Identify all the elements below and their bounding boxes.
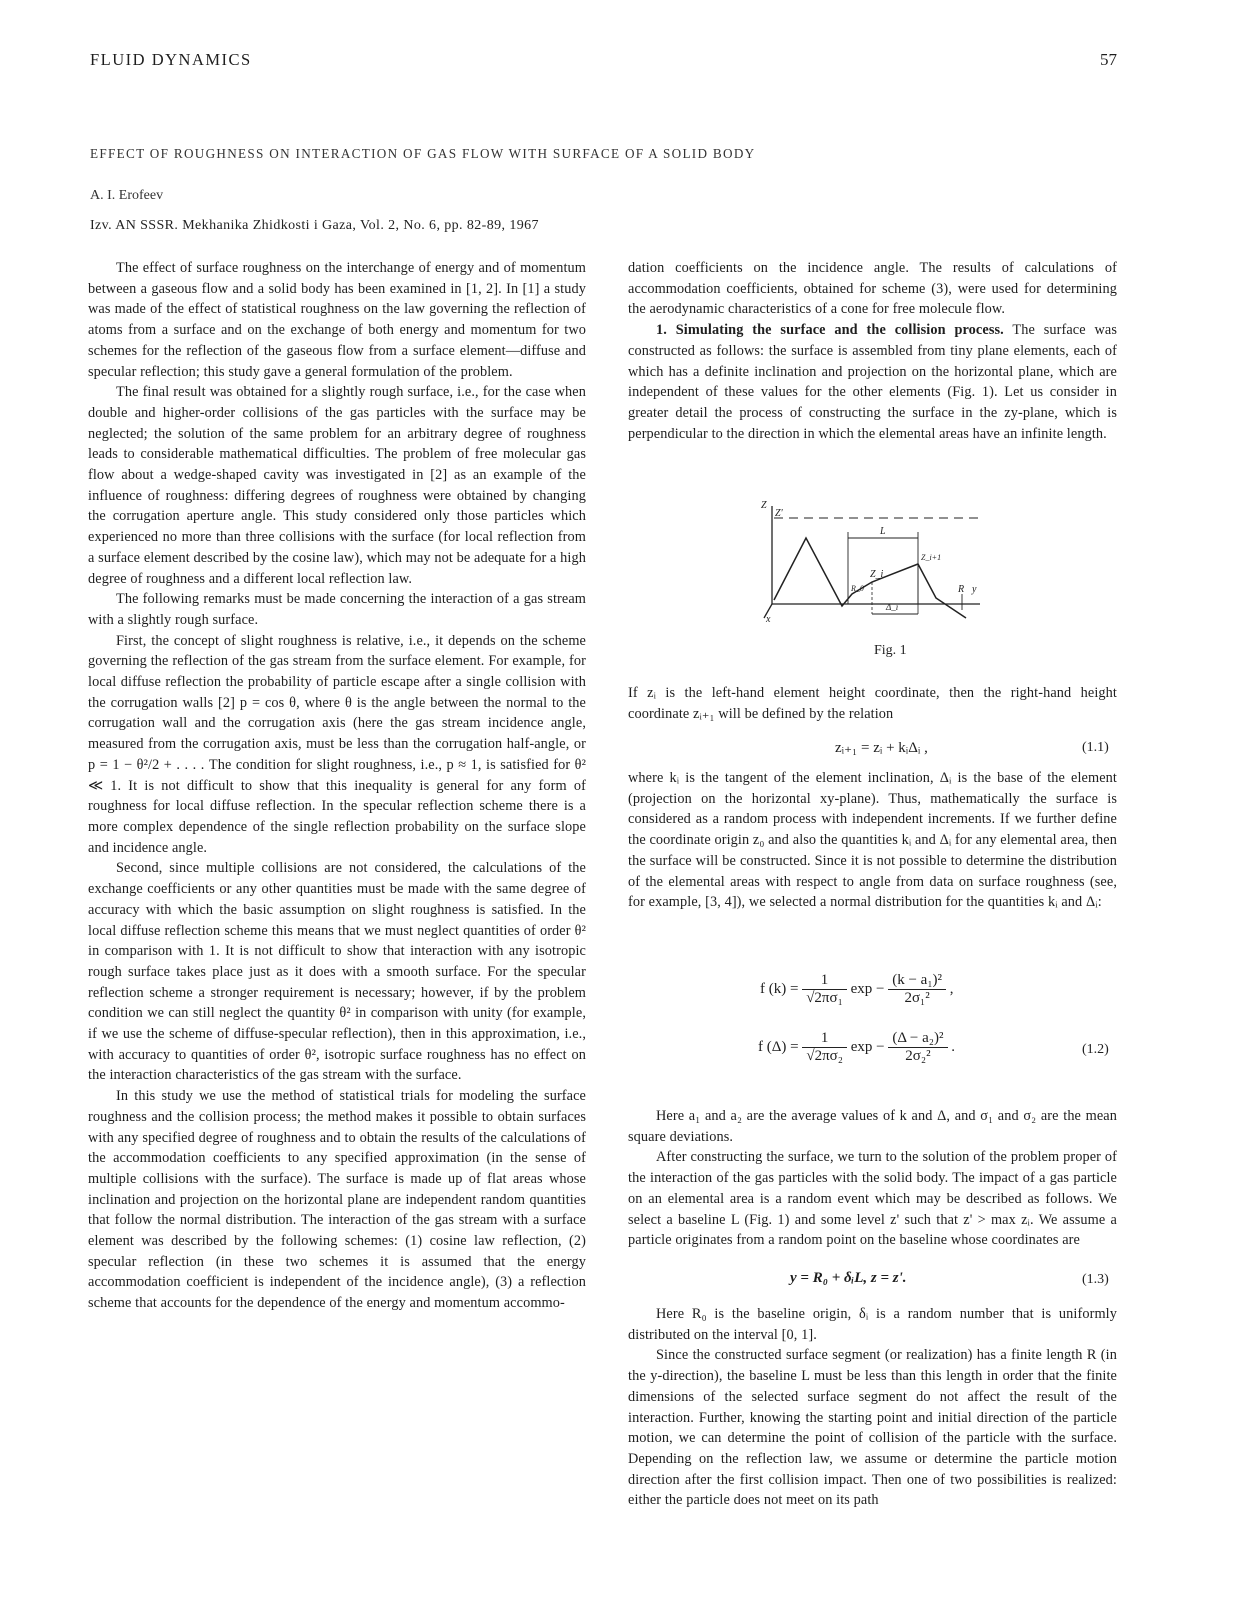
paragraph: Here R₀ is the baseline origin, δᵢ is a random number that is uniformly distributed on the interval [0, 1]. bbox=[628, 1306, 1117, 1343]
fig-label-L: L bbox=[880, 526, 886, 537]
fig-label-z: Z bbox=[761, 500, 767, 511]
fig-label-y: y bbox=[972, 584, 977, 595]
equation-1-2a bbox=[760, 972, 954, 1007]
section-heading: 1. Simulating the surface and the collision process. bbox=[656, 322, 1004, 339]
right-column-middle-2 bbox=[628, 768, 1117, 913]
paragraph: The effect of surface roughness on the interchange of energy and of momentum between a gaseous flow and a solid body has been examined in [1, 2]. In [1] a study was made of the effect of statistical roughness on the law governing the reflection of atoms from a surface and on the exchange of both energy and momentum for two schemes for the reflection of the gaseous flow from a surface element—diffuse and specular reflection; this study gave a general formulation of the problem. bbox=[88, 260, 586, 380]
eq-fraction bbox=[802, 972, 847, 1007]
page-number: 57 bbox=[1100, 50, 1117, 69]
paragraph: After constructing the surface, we turn to the solution of the problem proper of the interaction of the gas particles with the solid body. The impact of a gas particle on an elemental area is a random event which may be described as follows. We select a baseline L (Fig. 1) and some level z' such that z' > max zᵢ. We assume a particle originates from a random point on the baseline whose coordinates are bbox=[628, 1149, 1117, 1249]
eq-fraction bbox=[802, 1030, 847, 1065]
fig-label-R: R bbox=[958, 584, 965, 595]
eq-exp: exp − bbox=[850, 980, 885, 997]
paragraph: Second, since multiple collisions are not considered, the calculations of the exchange coefficients or any other quantities must be made with the same degree of accuracy with which the basic assumption on slight roughness is satisfied. In the local diffuse reflection scheme this means that we must neglect quantities of order θ² in comparison with 1. It is not difficult to show that interaction with any isotropic rough surface takes place just as it does with a smooth surface. For the specular reflection scheme a stronger requirement is necessary; however, if by the problem condition we can still neglect the quantity θ² in comparison with unity (for example, if we use the scheme of diffuse-specular reflection), then in this approximation, i.e., with accuracy to quantities of order θ², isotropic surface roughness has no effect on the interaction characteristics of the gas stream with the surface. bbox=[88, 860, 586, 1084]
right-column-middle bbox=[628, 683, 1117, 724]
equation-number: (1.1) bbox=[1082, 740, 1109, 755]
fig-label-z-prime: Z' bbox=[775, 508, 783, 519]
eq-punct: , bbox=[949, 980, 954, 997]
eq-fraction bbox=[888, 972, 946, 1007]
paragraph: First, the concept of slight roughness is relative, i.e., it depends on the scheme governing the reflection of the gas stream from the surface element. For example, for local diffuse reflection the probability of particle escape after a single collision with the corrugation walls [2] p = cos θ, where θ is the angle between the normal to the corrugation wall and the corrugation axis (here the gas stream incidence angle, measured from the corrugation axis, must be less than the corrugation half-angle, or p = 1 − θ²/2 + . . . . The condition for slight roughness, i.e., p ≈ 1, is satisfied for θ² ≪ 1. It is not difficult to show that this inequality is general for any form of roughness for local diffuse reflection. In the specular reflection scheme there is a more complex dependence of the single reflection probability on the surface slope and incidence angle. bbox=[88, 632, 586, 856]
article-title: EFFECT OF ROUGHNESS ON INTERACTION OF GAS FLOW WITH SURFACE OF A SOLID BODY bbox=[90, 146, 756, 161]
eq-exp: exp − bbox=[850, 1038, 885, 1055]
equation-1-3: y = R₀ + δᵢL, z = z'. bbox=[790, 1270, 907, 1286]
paragraph: If zᵢ is the left-hand element height coordinate, then the right-hand height coordinate zᵢ₊₁ will be defined by the relation bbox=[628, 685, 1117, 722]
eq-numerator: (Δ − a₂)² bbox=[888, 1030, 947, 1048]
paragraph: The following remarks must be made concerning the interaction of a gas stream with a slightly rough surface. bbox=[88, 591, 586, 628]
equation-1-2b bbox=[758, 1030, 955, 1065]
article-citation: Izv. AN SSSR. Mekhanika Zhidkosti i Gaza, Vol. 2, No. 6, pp. 82-89, 1967 bbox=[90, 218, 539, 233]
paragraph: where kᵢ is the tangent of the element inclination, Δᵢ is the base of the element (projection on the horizontal xy-plane). Thus, mathematically the surface is considered as a random process with independent increments. If we further define the coordinate origin z₀ and also the quantities kᵢ and Δᵢ for any elemental area, then the surface will be constructed. Since it is not possible to determine the distribution of the elemental areas with respect to angle from data on surface roughness (see, for example, [3, 4]), we selected a normal distribution for the quantities kᵢ and Δᵢ: bbox=[628, 770, 1117, 911]
eq-fraction bbox=[888, 1030, 947, 1065]
eq-numerator: 1 bbox=[802, 1030, 847, 1048]
fig-label-zi1: Z_i+1 bbox=[921, 553, 942, 562]
paragraph: dation coefficients on the incidence angle. The results of calculations of accommodation coefficients, obtained for scheme (3), were used for determining the aerodynamic characteristics of a cone for free molecule flow. bbox=[628, 260, 1117, 318]
paragraph: Here a₁ and a₂ are the average values of k and Δ, and σ₁ and σ₂ are the mean square deviations. bbox=[628, 1108, 1117, 1145]
equation-number: (1.2) bbox=[1082, 1042, 1109, 1057]
eq-denominator: 2σ₁² bbox=[904, 990, 930, 1006]
paragraph: Since the constructed surface segment (or realization) has a finite length R (in the y-direction), the baseline L must be less than this length in order that the finite dimensions of the selected surface segment do not affect the result of the interaction. Further, knowing the starting point and initial direction of the particle motion, we can determine the point of collision of the particle with the surface. Depending on the reflection law, we assume or determine the particle motion direction after the first collision impact. Then one of two possibilities is realized: either the particle does not meet on its path bbox=[628, 1347, 1117, 1509]
fig-label-delta: Δ_i bbox=[886, 602, 899, 612]
equation-number: (1.3) bbox=[1082, 1272, 1109, 1287]
right-column-top bbox=[628, 258, 1117, 444]
left-column bbox=[88, 258, 586, 1314]
figure-1 bbox=[748, 494, 998, 628]
paragraph-text: The surface was constructed as follows: the surface is assembled from tiny plane elements, each of which has a definite inclination and projection on the horizontal plane, which are independent of these values for the other elements (Fig. 1). Let us consider in greater detail the process of constructing the surface in the zy-plane, which is perpendicular to the direction in which the elemental areas have an infinite length. bbox=[628, 322, 1118, 442]
paragraph: The final result was obtained for a slightly rough surface, i.e., for the case when double and higher-order collisions of the gas particles with the surface may be neglected; the solution of the same problem for an arbitrary degree of roughness leads to considerable mathematical difficulties. The problem of free molecular gas flow about a wedge-shaped cavity was investigated in [2] as an example of the influence of roughness: differing degrees of roughness were obtained by changing the corrugation aperture angle. This study considered only those particles which experienced no more than three collisions with the surface (for local reflection from a surface element described by the cosine law), which may not be adequate for a high degree of roughness and a different local reflection law. bbox=[88, 384, 586, 587]
fig-label-R0: R_0 bbox=[851, 584, 864, 593]
eq-lhs: f (Δ) = bbox=[758, 1038, 799, 1055]
paragraph bbox=[628, 320, 1117, 444]
eq-numerator: (k − a₁)² bbox=[888, 972, 946, 990]
figure-caption: Fig. 1 bbox=[874, 643, 907, 658]
journal-name: FLUID DYNAMICS bbox=[90, 50, 252, 69]
eq-punct: . bbox=[951, 1038, 955, 1055]
right-column-lower bbox=[628, 1106, 1117, 1251]
paragraph: In this study we use the method of statistical trials for modeling the surface roughness and the collision process; the method makes it possible to obtain surfaces with any specified degree of roughness and to obtain the results of the calculations of the accommodation coefficients to any specified approximation (in the sense of multiple collisions with the surface). The surface is made up of flat areas whose inclination and projection on the horizontal plane are independent random quantities that follow the normal distribution. The interaction of the gas stream with a surface element was described by the following schemes: (1) cosine law reflection, (2) specular reflection (in these two schemes it is assumed that the energy accommodation coefficient is independent of the incidence angle), (3) a reflection scheme that accounts for the dependence of the energy and momentum accommo- bbox=[88, 1088, 586, 1312]
eq-denominator: √2πσ₁ bbox=[806, 990, 843, 1006]
article-author: A. I. Erofeev bbox=[90, 188, 164, 203]
fig-label-zi: Z_i bbox=[870, 569, 884, 580]
equation-1-1: zᵢ₊₁ = zᵢ + kᵢΔᵢ , bbox=[835, 740, 928, 756]
eq-denominator: 2σ₂² bbox=[905, 1048, 931, 1064]
fig-label-x: x bbox=[766, 614, 771, 625]
right-column-bottom bbox=[628, 1304, 1117, 1511]
eq-denominator: √2πσ₂ bbox=[806, 1048, 843, 1064]
eq-lhs: f (k) = bbox=[760, 980, 799, 997]
eq-numerator: 1 bbox=[802, 972, 847, 990]
